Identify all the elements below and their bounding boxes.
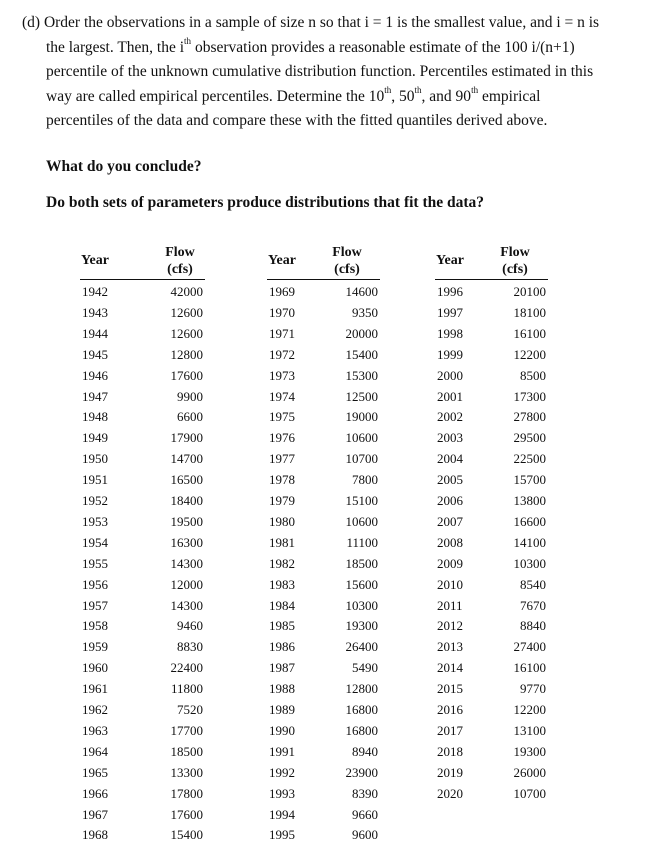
cell-flow: 10300 <box>345 597 378 613</box>
cell-flow: 15300 <box>345 367 378 383</box>
cell-year: 1942 <box>82 284 108 299</box>
cell-flow: 5490 <box>352 660 378 676</box>
cell-year: 1954 <box>82 534 108 550</box>
cell-year: 1978 <box>269 472 295 488</box>
cell-year: 1945 <box>82 346 108 362</box>
cell-year: 1979 <box>269 493 295 508</box>
cell-year: 1982 <box>269 555 295 571</box>
cell-year: 1998 <box>437 325 463 341</box>
cell-flow: 18100 <box>513 304 546 320</box>
header-flow-unit: (cfs) <box>334 262 360 277</box>
cell-flow: 27800 <box>513 409 546 425</box>
cell-year: 1960 <box>82 660 108 676</box>
cell-flow: 18400 <box>170 493 203 508</box>
cell-flow: 15700 <box>513 472 546 488</box>
cell-flow: 10600 <box>345 513 378 529</box>
cell-flow: 13100 <box>513 722 546 738</box>
cell-year: 1970 <box>269 304 295 320</box>
cell-year: 1990 <box>269 722 295 738</box>
cell-year: 2011 <box>437 597 463 613</box>
cell-flow: 9660 <box>352 806 378 822</box>
cell-year: 1992 <box>269 764 295 780</box>
cell-year: 1956 <box>82 576 108 592</box>
cell-flow: 12200 <box>513 346 546 362</box>
cell-flow: 29500 <box>513 430 546 446</box>
cell-year: 1976 <box>269 430 295 446</box>
cell-flow: 9770 <box>520 681 546 697</box>
superscript: th <box>414 85 422 96</box>
cell-flow: 9900 <box>177 388 203 404</box>
cell-year: 1977 <box>269 451 295 467</box>
cell-year: 2000 <box>437 367 463 383</box>
cell-flow: 9460 <box>177 618 203 634</box>
cell-flow: 23900 <box>345 764 378 780</box>
cell-year: 1986 <box>269 639 295 655</box>
cell-flow: 15400 <box>170 827 203 843</box>
cell-flow: 12200 <box>513 702 546 717</box>
cell-year: 2010 <box>437 576 463 592</box>
cell-year: 2018 <box>437 743 463 759</box>
header-flow <box>485 244 545 278</box>
text-line <box>22 109 652 134</box>
cell-year: 1972 <box>269 346 295 362</box>
cell-year: 2012 <box>437 618 463 634</box>
text-line <box>22 85 652 110</box>
cell-flow: 10600 <box>345 430 378 446</box>
cell-flow: 8840 <box>520 618 546 634</box>
cell-flow: 16800 <box>345 702 378 717</box>
header-flow-label: Flow <box>332 245 362 260</box>
cell-flow: 18500 <box>170 743 203 759</box>
cell-year: 1951 <box>82 472 108 488</box>
cell-year: 1999 <box>437 346 463 362</box>
cell-flow: 20000 <box>345 325 378 341</box>
cell-flow: 19300 <box>513 743 546 759</box>
problem-text <box>22 11 652 134</box>
cell-year: 1966 <box>82 785 108 801</box>
cell-flow: 11800 <box>170 681 203 697</box>
cell-year: 1989 <box>269 702 295 717</box>
cell-year: 1943 <box>82 304 108 320</box>
header-flow-label: Flow <box>500 245 530 260</box>
header-year: Year <box>268 253 296 268</box>
header-flow-unit: (cfs) <box>167 262 193 277</box>
cell-flow: 27400 <box>513 639 546 655</box>
cell-flow: 13800 <box>513 493 546 508</box>
cell-flow: 16600 <box>513 513 546 529</box>
text-segment: way are called empirical percentiles. Determine the 10 <box>46 87 385 105</box>
cell-year: 1969 <box>269 284 295 299</box>
cell-flow: 18500 <box>345 555 378 571</box>
cell-year: 2004 <box>437 451 463 467</box>
cell-year: 1953 <box>82 513 108 529</box>
cell-year: 1946 <box>82 367 108 383</box>
cell-year: 2014 <box>437 660 463 676</box>
cell-year: 1955 <box>82 555 108 571</box>
superscript: th <box>471 85 479 96</box>
cell-flow: 20100 <box>513 284 546 299</box>
cell-flow: 14100 <box>513 534 546 550</box>
cell-flow: 15600 <box>345 576 378 592</box>
text-line <box>22 11 652 36</box>
header-rule <box>435 279 548 280</box>
question-fit: Do both sets of parameters produce distributions that fit the data? <box>46 194 485 211</box>
cell-flow: 8500 <box>520 367 546 383</box>
cell-year: 1952 <box>82 493 108 508</box>
cell-year: 2019 <box>437 764 463 780</box>
cell-year: 1944 <box>82 325 108 341</box>
header-flow-unit: (cfs) <box>502 262 528 277</box>
cell-flow: 10700 <box>345 451 378 467</box>
cell-flow: 22500 <box>513 451 546 467</box>
text-segment: percentiles of the data and compare these with the fitted quantiles derived above. <box>46 112 548 129</box>
header-year: Year <box>436 253 464 268</box>
cell-year: 1984 <box>269 597 295 613</box>
cell-flow: 12000 <box>170 576 203 592</box>
header-flow-label: Flow <box>165 245 195 260</box>
cell-flow: 14300 <box>170 597 203 613</box>
cell-year: 2015 <box>437 681 463 697</box>
cell-flow: 7670 <box>520 597 546 613</box>
cell-flow: 7520 <box>177 702 203 717</box>
cell-year: 1959 <box>82 639 108 655</box>
cell-year: 1963 <box>82 722 108 738</box>
cell-flow: 12800 <box>345 681 378 697</box>
cell-flow: 17600 <box>170 367 203 383</box>
cell-year: 1981 <box>269 534 295 550</box>
cell-year: 2009 <box>437 555 463 571</box>
cell-year: 2005 <box>437 472 463 488</box>
cell-year: 1947 <box>82 388 108 404</box>
cell-year: 2017 <box>437 722 463 738</box>
cell-flow: 8390 <box>352 785 378 801</box>
cell-flow: 9350 <box>352 304 378 320</box>
cell-year: 1983 <box>269 576 295 592</box>
cell-year: 1962 <box>82 702 108 717</box>
cell-year: 2001 <box>437 388 463 404</box>
cell-flow: 12600 <box>170 304 203 320</box>
cell-year: 1961 <box>82 681 108 697</box>
cell-flow: 17800 <box>170 785 203 801</box>
text-segment: percentile of the unknown cumulative distribution function. Percentiles estimated in this <box>46 63 594 80</box>
cell-flow: 16800 <box>345 722 378 738</box>
text-segment: observation provides a reasonable estimate of the 100 i/(n+1) <box>191 38 575 56</box>
cell-year: 2020 <box>437 785 463 801</box>
cell-year: 1997 <box>437 304 463 320</box>
cell-year: 2007 <box>437 513 463 529</box>
cell-flow: 26400 <box>345 639 378 655</box>
cell-year: 1995 <box>269 827 295 843</box>
cell-flow: 16100 <box>513 660 546 676</box>
cell-year: 1987 <box>269 660 295 676</box>
text-segment: the largest. Then, the i <box>46 38 185 56</box>
cell-flow: 9600 <box>352 827 378 843</box>
cell-flow: 19300 <box>345 618 378 634</box>
cell-year: 1994 <box>269 806 295 822</box>
cell-year: 1948 <box>82 409 108 425</box>
cell-year: 1980 <box>269 513 295 529</box>
cell-flow: 22400 <box>170 660 203 676</box>
cell-flow: 7800 <box>352 472 378 488</box>
cell-flow: 8940 <box>352 743 378 759</box>
cell-year: 1993 <box>269 785 295 801</box>
header-flow <box>317 244 377 278</box>
cell-year: 1958 <box>82 618 108 634</box>
cell-year: 1950 <box>82 451 108 467</box>
cell-flow: 12600 <box>170 325 203 341</box>
text-segment: , and 90 <box>421 87 472 105</box>
cell-flow: 17300 <box>513 388 546 404</box>
text-line <box>22 60 652 85</box>
cell-year: 1991 <box>269 743 295 759</box>
cell-year: 2003 <box>437 430 463 446</box>
cell-year: 1971 <box>269 325 295 341</box>
cell-year: 2006 <box>437 493 463 508</box>
cell-flow: 10700 <box>513 785 546 801</box>
question-conclude: What do you conclude? <box>46 158 202 175</box>
cell-year: 1965 <box>82 764 108 780</box>
cell-year: 1975 <box>269 409 295 425</box>
cell-year: 1988 <box>269 681 295 697</box>
cell-flow: 17700 <box>170 722 203 738</box>
cell-year: 1957 <box>82 597 108 613</box>
cell-flow: 15100 <box>345 493 378 508</box>
text-line <box>22 36 652 61</box>
cell-year: 1985 <box>269 618 295 634</box>
cell-flow: 14600 <box>345 284 378 299</box>
cell-year: 1968 <box>82 827 108 843</box>
cell-flow: 16300 <box>170 534 203 550</box>
cell-year: 1973 <box>269 367 295 383</box>
cell-flow: 12500 <box>345 388 378 404</box>
cell-flow: 14300 <box>170 555 203 571</box>
text-segment: , 50 <box>391 87 415 105</box>
cell-year: 1967 <box>82 806 108 822</box>
cell-flow: 19000 <box>345 409 378 425</box>
cell-flow: 13300 <box>170 764 203 780</box>
header-year: Year <box>81 253 109 268</box>
cell-flow: 16100 <box>513 325 546 341</box>
superscript: th <box>384 85 392 96</box>
cell-year: 2002 <box>437 409 463 425</box>
header-rule <box>267 279 380 280</box>
cell-flow: 12800 <box>170 346 203 362</box>
cell-flow: 6600 <box>177 409 203 425</box>
cell-flow: 16500 <box>170 472 203 488</box>
cell-year: 1996 <box>437 284 463 299</box>
cell-flow: 19500 <box>170 513 203 529</box>
cell-flow: 8540 <box>520 576 546 592</box>
cell-year: 2008 <box>437 534 463 550</box>
cell-year: 1949 <box>82 430 108 446</box>
cell-flow: 10300 <box>513 555 546 571</box>
cell-flow: 26000 <box>513 764 546 780</box>
cell-flow: 15400 <box>345 346 378 362</box>
cell-flow: 17900 <box>170 430 203 446</box>
cell-year: 2016 <box>437 702 463 717</box>
header-flow <box>150 244 210 278</box>
cell-flow: 11100 <box>346 534 378 550</box>
cell-flow: 14700 <box>170 451 203 467</box>
text-segment: empirical <box>478 87 541 105</box>
cell-flow: 17600 <box>170 806 203 822</box>
cell-flow: 8830 <box>177 639 203 655</box>
cell-year: 2013 <box>437 639 463 655</box>
superscript: th <box>184 36 192 47</box>
text-segment: (d) Order the observations in a sample of size n so that i = 1 is the smallest value, and i = n is <box>22 14 600 31</box>
cell-flow: 42000 <box>170 284 203 299</box>
cell-year: 1964 <box>82 743 108 759</box>
header-rule <box>80 279 205 280</box>
cell-year: 1974 <box>269 388 295 404</box>
